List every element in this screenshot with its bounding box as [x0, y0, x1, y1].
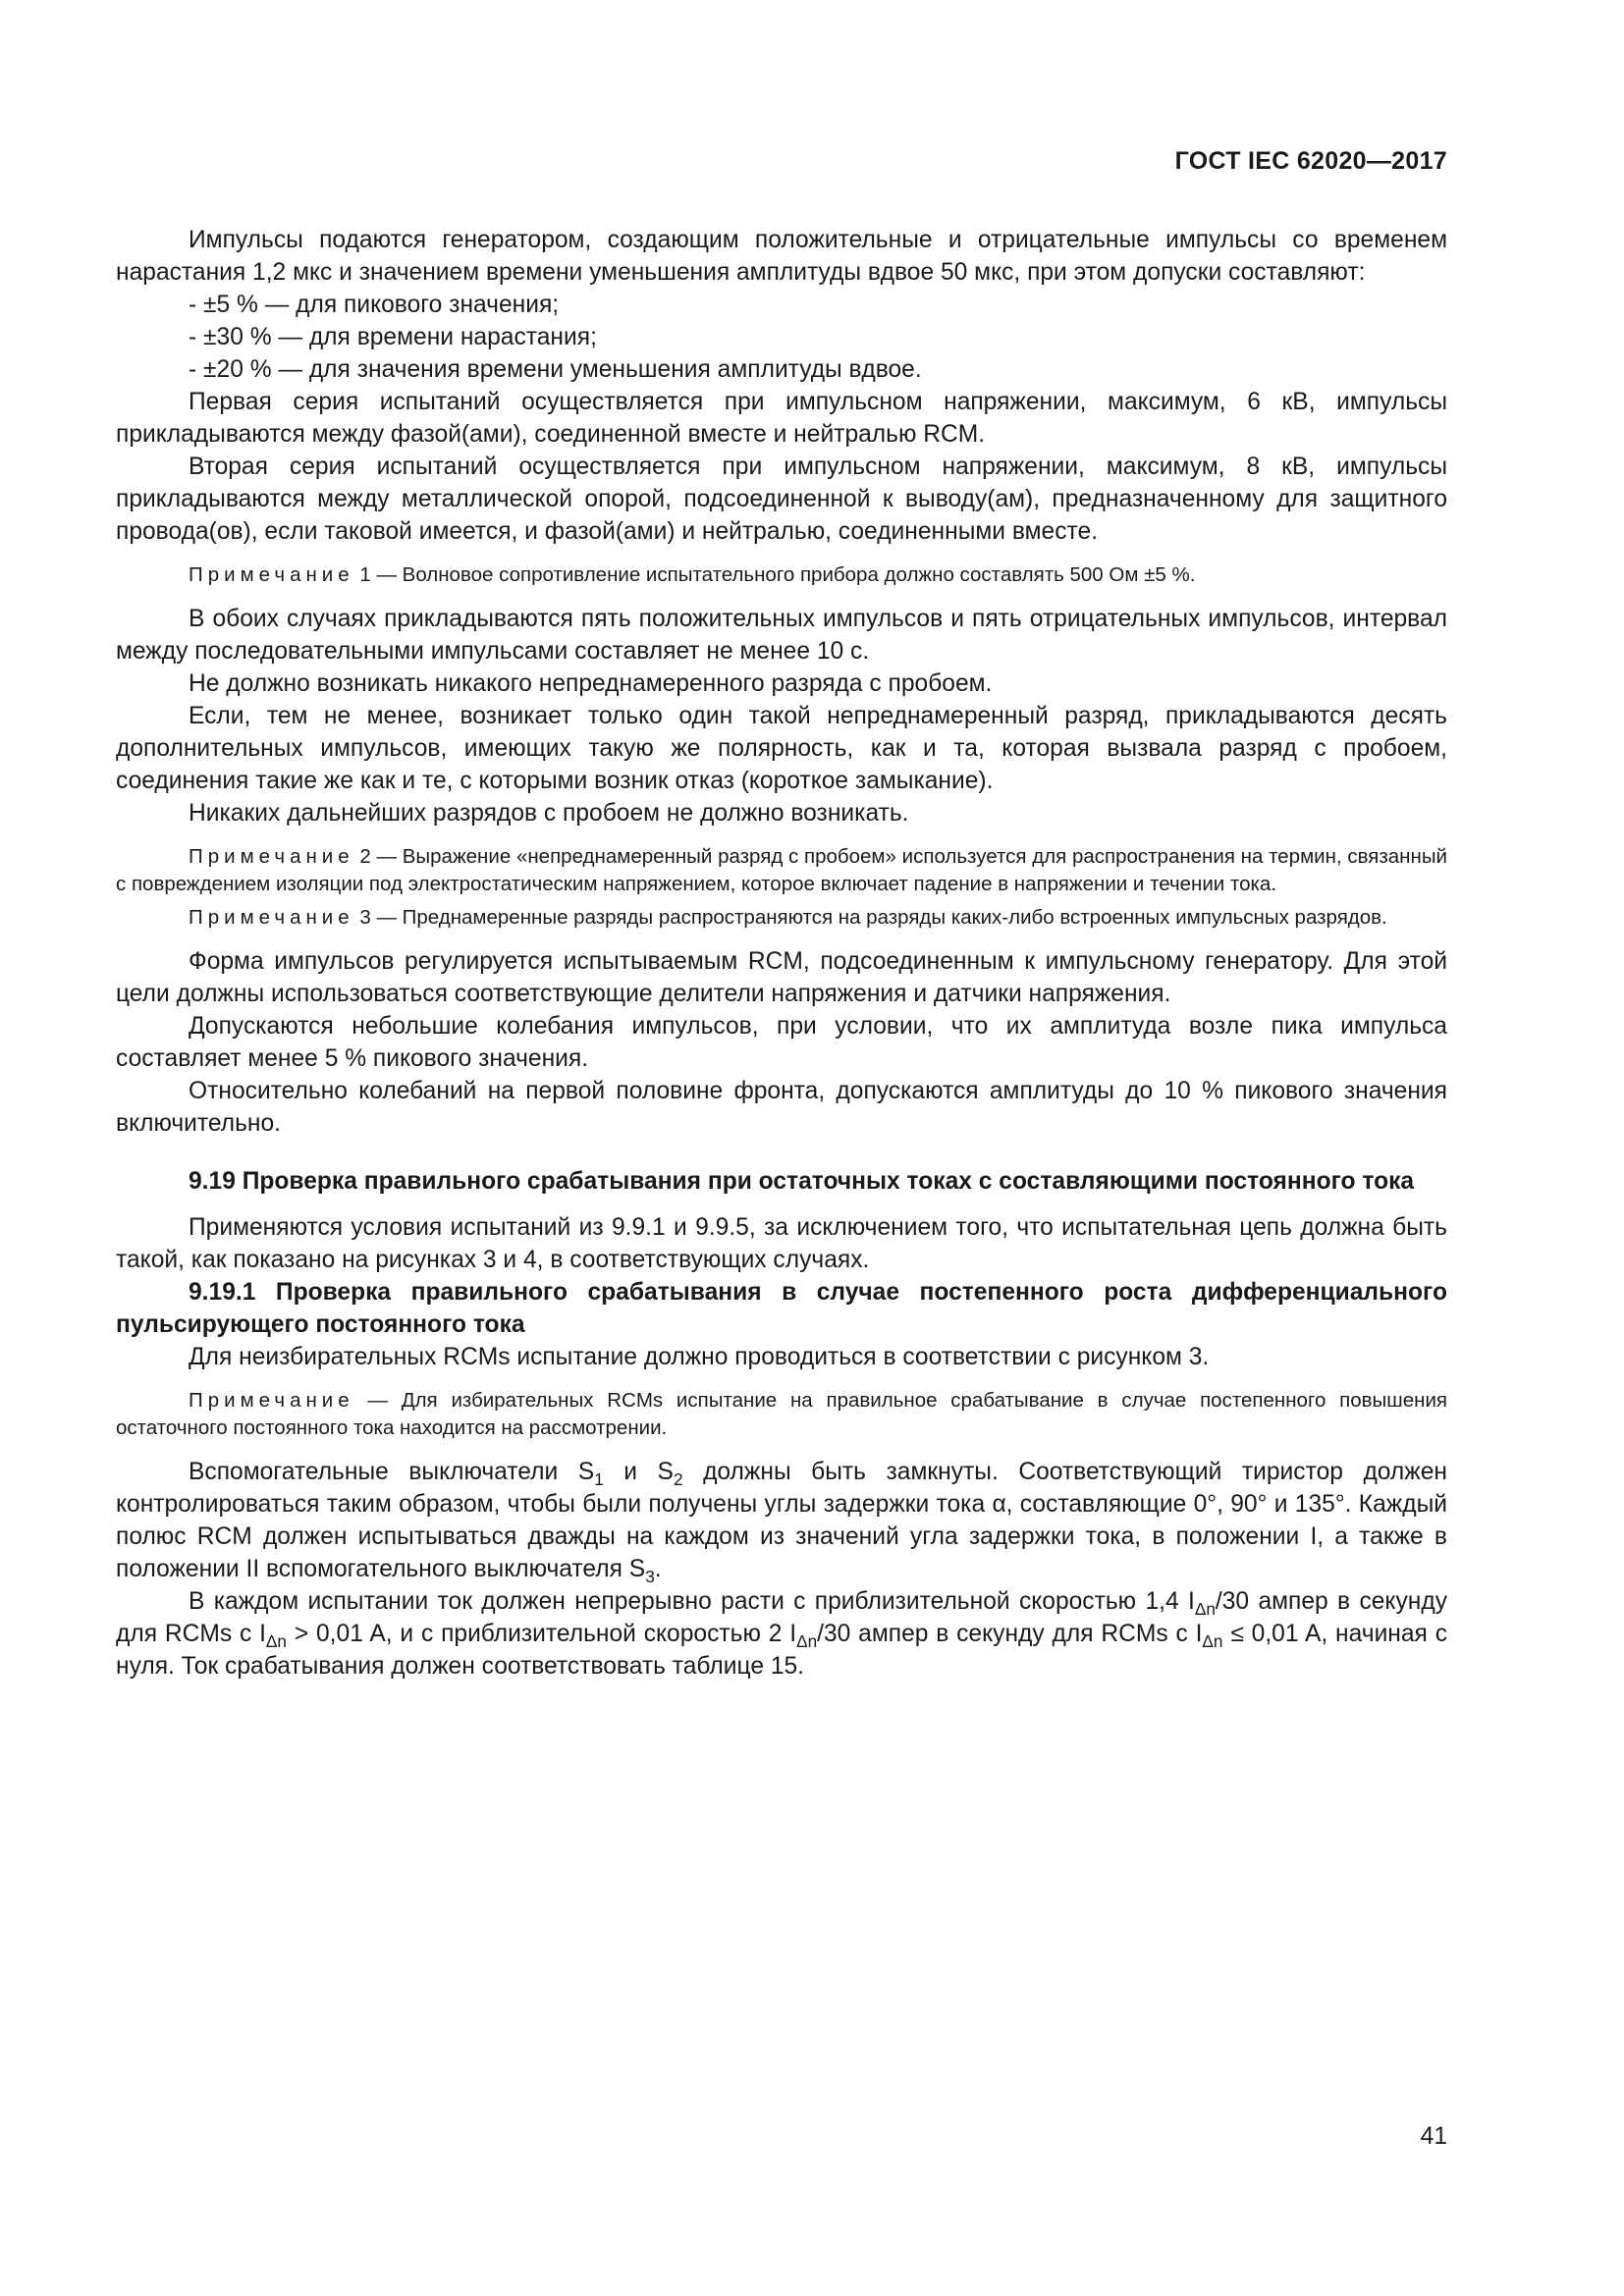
paragraph: Для неизбирательных RCMs испытание должно проводиться в соответствии с рисунком 3. — [189, 1344, 1210, 1370]
text-run: ≤ 0,01 A, начиная с нуля. Ток срабатывания должен соответствовать таблице 15. — [116, 1621, 1447, 1680]
subscript: 3 — [645, 1567, 655, 1587]
subscript: Δn — [1202, 1631, 1223, 1652]
text-run: Вспомогательные выключатели S — [189, 1459, 595, 1485]
subsection-heading: 9.19.1 Проверка правильного срабатывания в случае постепенного роста дифференциального пульсирующего постоянного тока — [116, 1279, 1447, 1338]
note — [116, 843, 1447, 898]
subscript: Δn — [265, 1631, 287, 1652]
paragraph: Форма импульсов регулируется испытываемым RCM, подсоединенным к импульсному генератору. Для этой цели должны использоваться соответствующие делители напряжения и датчики напряжения. — [116, 948, 1447, 1007]
note — [116, 561, 1447, 589]
standard-header: ГОСТ IEC 62020—2017 — [1174, 147, 1447, 175]
paragraph — [116, 1456, 1447, 1585]
subscript: 2 — [673, 1469, 683, 1490]
text-run: > 0,01 A, и с приблизительной скоростью 2 I — [287, 1621, 797, 1647]
note-text: 2 — Выражение «непреднамеренный разряд с пробоем» используется для распространения на термин, связанный с повреждением изоляции под электростатическим напряжением, которое включает падение в напряжении и течении тока. — [116, 845, 1447, 895]
note — [116, 1387, 1447, 1442]
paragraph: Если, тем не менее, возникает только один такой непреднамеренный разряд, прикладываются десять дополнительных импульсов, имеющих такую же полярность, как и та, которая вызвала разряд с пробоем, соединения такие же как и те, с которыми возник отказ (короткое замыкание). — [116, 703, 1447, 794]
paragraph: В обоих случаях прикладываются пять положительных импульсов и пять отрицательных импульсов, интервал между последовательными импульсами составляет не менее 10 с. — [116, 606, 1447, 665]
paragraph: Относительно колебаний на первой половине фронта, допускаются амплитуды до 10 % пикового значения включительно. — [116, 1078, 1447, 1137]
list-item: - ±5 % — для пикового значения; — [189, 292, 560, 318]
paragraph: Применяются условия испытаний из 9.9.1 и 9.9.5, за исключением того, что испытательная цепь должна быть такой, как показано на рисунках 3 и 4, в соответствующих случаях. — [116, 1214, 1447, 1273]
paragraph: Импульсы подаются генератором, создающим положительные и отрицательные импульсы со временем нарастания 1,2 мкс и значением времени уменьшения амплитуды вдвое 50 мкс, при этом допуски составляют: — [116, 227, 1447, 286]
note-text: 1 — Волновое сопротивление испытательного прибора должно составлять 500 Ом ±5 %. — [353, 563, 1196, 586]
paragraph: Первая серия испытаний осуществляется при импульсном напряжении, максимум, 6 кВ, импульсы прикладываются между фазой(ами), соединенной вместе и нейтралью RCM. — [116, 389, 1447, 448]
text-run: /30 ампер в секунду для RCMs с I — [817, 1621, 1203, 1647]
note-text: 3 — Преднамеренные разряды распространяются на разряды каких-либо встроенных импульсных разрядов. — [353, 906, 1387, 929]
paragraph: Вторая серия испытаний осуществляется при импульсном напряжении, максимум, 8 кВ, импульсы прикладываются между металлической опорой, подсоединенной к выводу(ам), предназначенному для защитного провода(ов), если таковой имеется, и фазой(ами) и нейтралью, соединенными вместе. — [116, 454, 1447, 545]
text-run: . — [654, 1556, 662, 1582]
page-number: 41 — [1420, 2123, 1447, 2150]
subscript: Δn — [796, 1631, 818, 1652]
paragraph: Допускаются небольшие колебания импульсов, при условии, что их амплитуда возле пика импульса составляет менее 5 % пикового значения. — [116, 1013, 1447, 1072]
note — [116, 904, 1447, 932]
subscript: 1 — [594, 1469, 604, 1490]
paragraph: Не должно возникать никакого непреднамеренного разряда с пробоем. — [189, 670, 993, 697]
paragraph: Никаких дальнейших разрядов с пробоем не должно возникать. — [189, 800, 909, 827]
text-run: В каждом испытании ток должен непрерывно расти с приблизительной скоростью 1,4 I — [189, 1588, 1195, 1615]
section-heading: 9.19 Проверка правильного срабатывания при остаточных токах с составляющими постоянного тока — [189, 1168, 1415, 1195]
note-label: Примечание — [189, 906, 354, 929]
note-text: — Для избирательных RCMs испытание на правильное срабатывание в случае постепенного повышения остаточного постоянного тока находится на рассмотрении. — [116, 1389, 1447, 1439]
list-item: - ±20 % — для значения времени уменьшения амплитуды вдвое. — [189, 356, 922, 383]
list-item: - ±30 % — для времени нарастания; — [189, 324, 597, 350]
text-run: и S — [603, 1459, 674, 1485]
document-body — [116, 224, 1447, 1682]
paragraph — [116, 1585, 1447, 1682]
subscript: Δn — [1194, 1599, 1216, 1620]
text-run: должны быть замкнуты. Соответствующий тиристор должен контролироваться таким образом, чтобы были получены углы задержки тока α, составляющие 0°, 90° и 135°. Каждый полюс RCM должен испытываться дважды на каждом из значений угла задержки тока, в положении I, а также в положении II вспомогательного выключателя S — [116, 1459, 1447, 1582]
text-run: /30 ампер в секунду для RCMs с I — [116, 1588, 1447, 1647]
note-label: Примечание — [189, 1389, 354, 1412]
note-label: Примечание — [189, 563, 354, 586]
note-label: Примечание — [189, 845, 354, 868]
